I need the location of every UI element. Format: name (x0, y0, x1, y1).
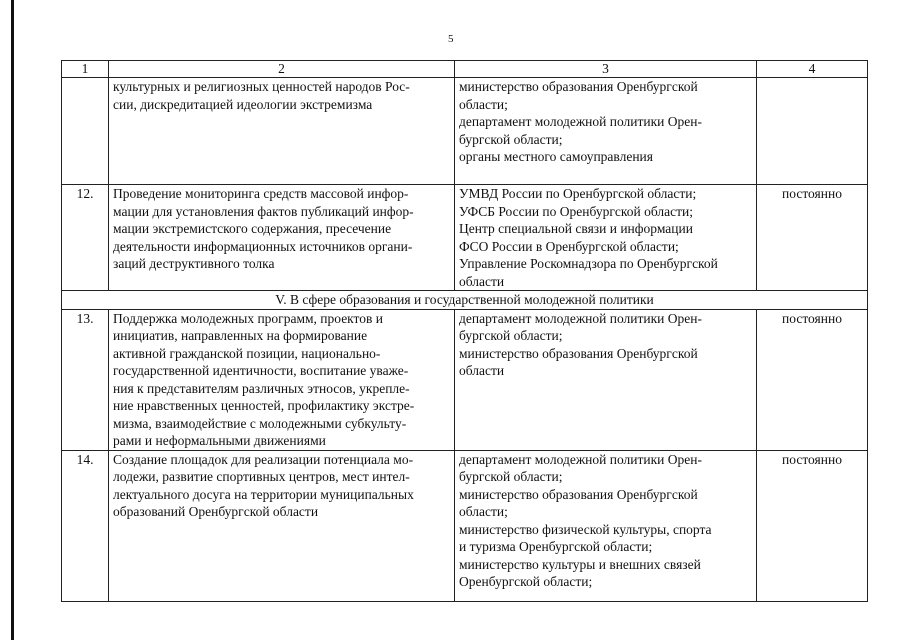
executor-line: департамент молодежной политики Орен- (459, 451, 702, 467)
executor-line: бургской области; (459, 131, 563, 147)
activity-line: инициатив, направленных на формирование (113, 328, 368, 343)
executor-line: Управление Роскомнадзора по Оренбургской (459, 256, 718, 271)
executor-line: бургской области; (459, 328, 563, 343)
executor-line: министерство физической культуры, спорта (459, 521, 712, 537)
executors-cell (455, 450, 757, 601)
table-row (62, 450, 868, 601)
section-row (62, 291, 868, 310)
activity-line: лодежи, развитие спортивных центров, мест интел- (113, 469, 410, 484)
row-number (62, 78, 109, 185)
activity-line: мизма, взаимодействие с молодежными субкульту- (113, 415, 407, 431)
executor-line: УФСБ России по Оренбургской области; (459, 203, 693, 219)
executors-cell (455, 309, 757, 450)
activity-line: активной гражданской позиции, национально- (113, 345, 381, 361)
table-row (62, 185, 868, 291)
term-cell (757, 78, 868, 185)
executor-line: департамент молодежной политики Орен- (459, 114, 702, 129)
table-row (62, 309, 868, 450)
table-row (62, 78, 868, 185)
term-cell: постоянно (757, 309, 868, 450)
executors-cell (455, 185, 757, 291)
activity-line: культурных и религиозных ценностей народов Рос- (113, 79, 410, 94)
executor-line: департамент молодежной политики Орен- (459, 310, 702, 326)
row-number: 14. (62, 450, 109, 601)
activity-cell (109, 78, 455, 185)
executor-line: министерство образования Оренбургской (459, 79, 698, 94)
executor-line: бургской области; (459, 469, 563, 484)
executor-line: министерство образования Оренбургской (459, 486, 698, 502)
activity-cell (109, 309, 455, 450)
activity-line: ние нравственных ценностей, профилактику экстре- (113, 398, 415, 413)
header-col-1: 1 (62, 61, 109, 78)
row-number: 12. (62, 185, 109, 291)
executors-cell (455, 78, 757, 185)
left-margin-rule (11, 0, 14, 640)
section-title: V. В сфере образования и государственной молодежной политики (62, 291, 868, 310)
executor-line: органы местного самоуправления (459, 149, 653, 164)
executor-line: области; (459, 96, 508, 112)
activity-line: мации экстремистского содержания, пресечение (113, 221, 392, 236)
activity-line: Поддержка молодежных программ, проектов и (113, 310, 384, 326)
row-number: 13. (62, 309, 109, 450)
activity-cell (109, 185, 455, 291)
activity-cell (109, 450, 455, 601)
executor-line: УМВД России по Оренбургской области; (459, 186, 697, 201)
executor-line: Центр специальной связи и информации (459, 221, 693, 236)
executor-line: Оренбургской области; (459, 574, 593, 589)
header-col-2: 2 (109, 61, 455, 78)
header-col-4: 4 (757, 61, 868, 78)
term-cell: постоянно (757, 450, 868, 601)
page-number: 5 (448, 33, 454, 45)
executor-line: области (459, 363, 505, 378)
executor-line: области (459, 273, 505, 289)
activity-line: сии, дискредитацией идеологии экстремизма (113, 96, 373, 112)
activity-line: Проведение мониторинга средств массовой инфор- (113, 186, 409, 201)
activity-line: образований Оренбургской области (113, 504, 319, 519)
executor-line: и туризма Оренбургской области; (459, 539, 653, 554)
measures-table (61, 60, 868, 602)
header-col-3: 3 (455, 61, 757, 78)
activity-line: ния к представителям различных этносов, укрепле- (113, 380, 410, 396)
activity-line: деятельности информационных источников органи- (113, 238, 413, 254)
activity-line: лектуального досуга на территории муниципальных (113, 486, 414, 502)
term-cell: постоянно (757, 185, 868, 291)
activity-line: мации для установления фактов публикаций инфор- (113, 203, 414, 219)
executor-line: области; (459, 504, 508, 519)
activity-line: Создание площадок для реализации потенциала мо- (113, 451, 414, 467)
executor-line: министерство образования Оренбургской (459, 345, 698, 361)
executor-line: ФСО России в Оренбургской области; (459, 238, 679, 254)
executor-line: министерство культуры и внешних связей (459, 556, 701, 572)
activity-line: государственной идентичности, воспитание уваже- (113, 363, 409, 378)
table-header-row (62, 61, 868, 78)
activity-line: заций деструктивного толка (113, 256, 275, 271)
activity-line: рами и неформальными движениями (113, 433, 326, 448)
